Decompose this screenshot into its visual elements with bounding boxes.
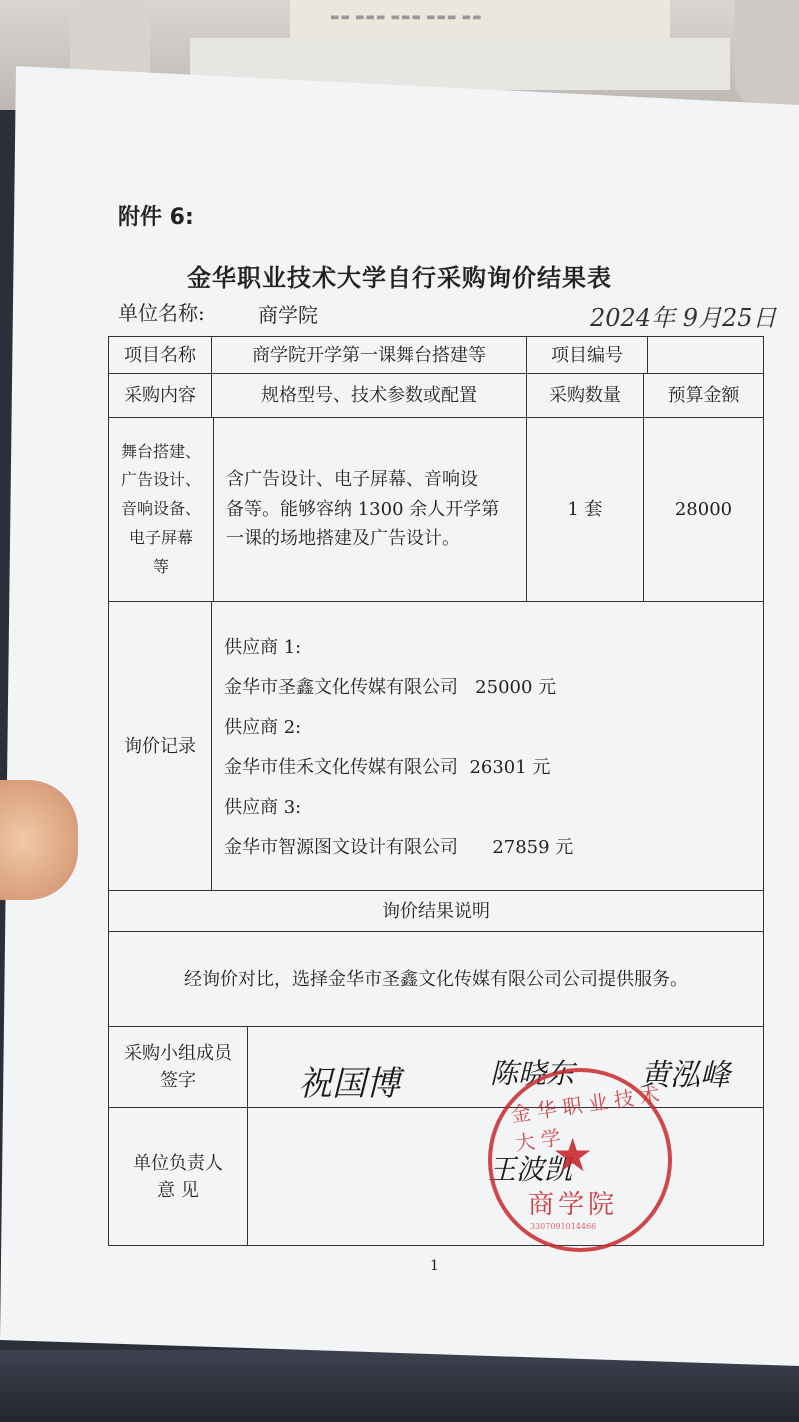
holding-thumb: [0, 780, 78, 900]
qty-value: 1 套: [526, 417, 644, 602]
qty-label: 采购数量: [526, 373, 644, 418]
project-name-label: 项目名称: [108, 336, 212, 374]
page-number: 1: [430, 1258, 439, 1274]
seal-center-text: 商学院: [528, 1190, 619, 1220]
budget-value: 28000: [643, 417, 764, 602]
seal-star-icon: ★: [552, 1128, 594, 1182]
group-label-line: 签字: [160, 1070, 196, 1091]
item-list-cell: [108, 417, 214, 602]
supplier-2-quote: 金华市佳禾文化传媒有限公司 26301 元: [224, 757, 551, 778]
leader-label-line: 单位负责人: [133, 1152, 223, 1174]
spec-label: 规格型号、技术参数或配置: [211, 373, 527, 418]
project-name-value: 商学院开学第一课舞台搭建等: [211, 336, 527, 374]
item-line: 等: [152, 556, 169, 576]
supplier-2-label: 供应商 2:: [224, 717, 302, 738]
leader-label-line: 意 见: [157, 1179, 199, 1201]
item-line: 电子屏幕: [128, 527, 193, 547]
item-line: 舞台搭建、: [120, 441, 201, 461]
leader-opinion-label: [108, 1107, 248, 1246]
supplier-1-quote: 金华市圣鑫文化传媒有限公司 25000 元: [224, 677, 557, 698]
background-object: [70, 0, 150, 80]
content-label: 采购内容: [108, 373, 212, 418]
unit-name-label: 单位名称:: [118, 301, 205, 325]
signature-2: 陈晓东: [490, 1057, 575, 1090]
book-spine-text: ▬▬ ▬▬▬ ▬▬▬ ▬▬▬ ▬▬: [330, 12, 483, 23]
project-no-value: [647, 336, 764, 374]
background-toy: [735, 0, 799, 110]
document-title: 金华职业技术大学自行采购询价结果表: [187, 264, 612, 292]
signature-3: 黄泓峰: [640, 1058, 730, 1093]
description-line: 含广告设计、电子屏幕、音响设: [226, 468, 478, 490]
supplier-3-quote: 金华市智源图文设计有限公司 27859 元: [224, 837, 574, 858]
description-cell: [213, 417, 527, 602]
budget-label: 预算金额: [643, 373, 764, 418]
handwritten-date: 2024年 9月25日: [590, 304, 777, 332]
project-no-label: 项目编号: [526, 336, 648, 374]
background-book: [290, 0, 670, 41]
signature-4: 王波凯: [488, 1153, 573, 1186]
inquiry-label: 询价记录: [108, 601, 212, 891]
result-text: 经询价对比，选择金华市圣鑫文化传媒有限公司公司提供服务。: [108, 931, 764, 1027]
group-label-line: 采购小组成员: [124, 1043, 232, 1064]
supplier-1-label: 供应商 1:: [224, 637, 302, 658]
seal-number: 3307091014466: [530, 1222, 597, 1231]
attachment-label: 附件 6:: [118, 205, 194, 230]
signature-1: 祝国博: [298, 1064, 400, 1104]
result-header: 询价结果说明: [108, 890, 764, 932]
unit-name-value: 商学院: [258, 303, 318, 327]
inquiry-records: [211, 601, 764, 891]
group-signature-label: [108, 1026, 248, 1108]
seal-top-text: 金华职业技术大学: [509, 1081, 668, 1156]
item-line: 广告设计、: [120, 470, 201, 490]
item-line: 音响设备、: [120, 499, 201, 519]
description-line: 一课的场地搭建及广告设计。: [226, 528, 460, 550]
official-seal: [488, 1068, 672, 1252]
description-line: 备等。能够容纳 1300 余人开学第: [226, 498, 500, 520]
supplier-3-label: 供应商 3:: [224, 797, 302, 818]
